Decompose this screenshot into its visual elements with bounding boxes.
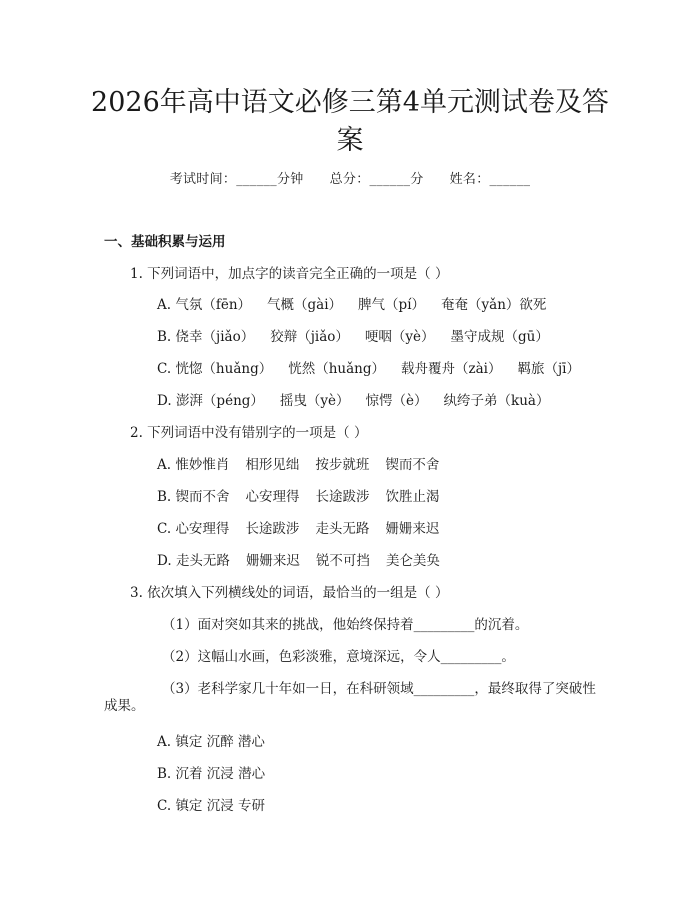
question-3-stem: 3. 依次填入下列横线处的词语，最恰当的一组是（ ） xyxy=(130,585,449,601)
question-1-option-c: C. 恍惚（huǎng） 恍然（huǎng） 载舟覆舟（zài） 羁旅（jī） xyxy=(157,361,580,377)
question-2-option-d: D. 走头无路 姗姗来迟 锐不可挡 美仑美奂 xyxy=(157,553,440,569)
exam-time: 考试时间：______分钟 xyxy=(169,172,304,187)
question-3-sentence-2: （2）这幅山水画，色彩淡雅，意境深远，令人_________。 xyxy=(162,649,515,665)
question-3-option-c: C. 镇定 沉浸 专研 xyxy=(157,798,266,814)
question-3-option-b: B. 沉着 沉浸 潜心 xyxy=(157,766,266,782)
student-name: 姓名：______ xyxy=(449,172,531,187)
question-2-stem: 2. 下列词语中没有错别字的一项是（ ） xyxy=(130,425,368,441)
question-3-sentence-3-cont: 成果。 xyxy=(104,698,145,714)
section-heading: 一、基础积累与运用 xyxy=(104,234,226,250)
exam-meta xyxy=(0,168,700,187)
exam-score: 总分：______分 xyxy=(329,172,424,187)
question-3-option-a: A. 镇定 沉醉 潜心 xyxy=(157,734,265,750)
question-3-sentence-1: （1）面对突如其来的挑战，他始终保持着_________的沉着。 xyxy=(162,617,529,633)
question-3-sentence-3: （3）老科学家几十年如一日，在科研领域_________，最终取得了突破性 xyxy=(162,681,596,697)
question-1-stem: 1. 下列词语中，加点字的读音完全正确的一项是（ ） xyxy=(130,266,449,282)
question-1-option-d: D. 澎湃（péng） 摇曳（yè） 惊愕（è） 纨绔子弟（kuà） xyxy=(157,393,550,409)
question-1-option-a: A. 气氛（fēn） 气概（gài） 脾气（pí） 奄奄（yǎn）欲死 xyxy=(157,297,547,313)
page-title: 2026年高中语文必修三第4单元测试卷及答案 xyxy=(91,87,609,156)
question-1-option-b: B. 侥幸（jiǎo） 狡辩（jiǎo） 哽咽（yè） 墨守成规（gū） xyxy=(157,329,549,345)
question-2-option-c: C. 心安理得 长途跋涉 走头无路 姗姗来迟 xyxy=(157,521,440,537)
question-2-option-b: B. 锲而不舍 心安理得 长途跋涉 饮胜止渴 xyxy=(157,489,440,505)
question-2-option-a: A. 惟妙惟肖 相形见绌 按步就班 锲而不舍 xyxy=(157,457,440,473)
